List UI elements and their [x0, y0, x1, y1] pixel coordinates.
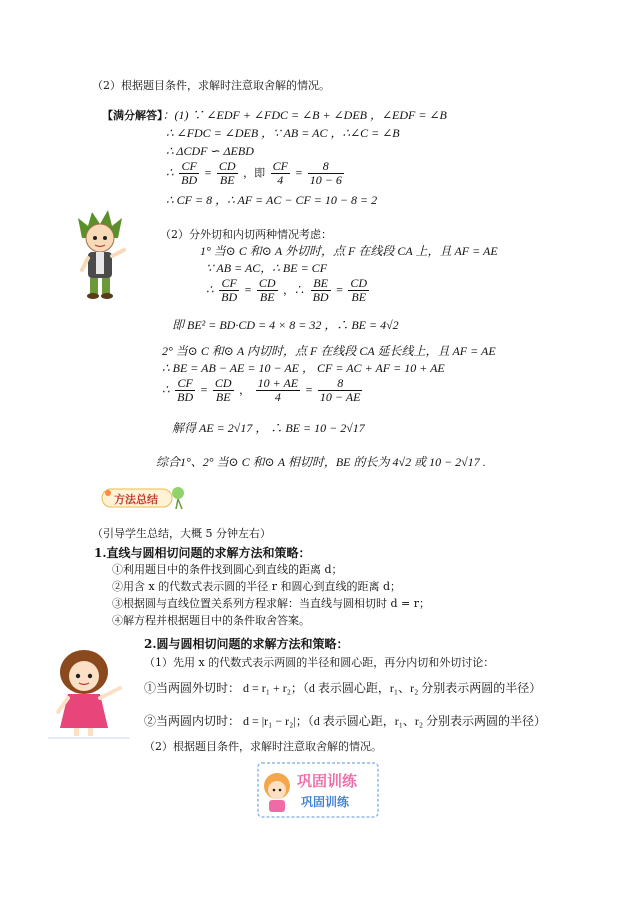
case1-line-1: 1° 当⊙ C 和⊙ A 外切时，点 F 在线段 CA 上，且 AF = AE — [200, 244, 498, 258]
case2-line-2: ∴ BE = AB − AE = 10 − AE ， CF = AC + AF = 10 + AE — [162, 361, 445, 375]
answer-line-3: ∴ ΔCDF ∽ ΔEBD — [166, 144, 254, 158]
fraction: $\frac{CF}{BD}$ — [221, 276, 238, 304]
section1-item: ①利用题目中的条件找到圆心到直线的距离 d； — [112, 563, 343, 576]
section2-item-1: （1）先用 x 的代数式表示两圆的半径和圆心距，再分内切和外切讨论： — [144, 656, 495, 669]
case2-line-4: 解得 AE = 2√17 ， ∴ BE = 10 − 2√17 — [172, 421, 365, 435]
fraction: $\frac{8}{10 - 6}$ — [309, 159, 342, 187]
fraction: $\frac{BE}{BD}$ — [312, 276, 329, 304]
method-badge-label: 方法总结 — [114, 493, 158, 506]
fraction: $\frac{CD}{BE}$ — [218, 159, 236, 187]
practice-badge-bottom: 巩固训练 — [301, 795, 350, 809]
section1-item: ④解方程并根据题目中的条件取舍答案。 — [112, 614, 310, 627]
answer-line-1: ：(1) ∵ ∠EDF + ∠FDC = ∠B + ∠DEB ，∠EDF = ∠B — [162, 108, 447, 122]
section2-item-4: （2）根据题目条件，求解时注意取舍解的情况。 — [144, 740, 382, 753]
case1-fraction-line: ∴ $\frac{CF}{BD}$ = $\frac{CD}{BE}$ ，∴ $\frac{BE}{BD}$ = $\frac{CD}{BE}$ — [206, 276, 368, 304]
method-note: （引导学生总结，大概 5 分钟左右） — [92, 527, 271, 540]
answer-label: 【满分解答】 — [102, 109, 163, 122]
fraction: $\frac{8}{10 - AE}$ — [319, 376, 361, 404]
answer-line-5: ∴ CF = 8 ，∴ AF = AC − CF = 10 − 8 = 2 — [166, 193, 378, 207]
practice-badge-top: 巩固训练 — [297, 772, 358, 790]
fraction: $\frac{CD}{BE}$ — [214, 376, 232, 404]
fraction: $\frac{CF}{BD}$ — [177, 376, 194, 404]
girl-illustration — [48, 642, 130, 740]
answer-line-2: ∴ ∠FDC = ∠DEB ，∵ AB = AC ，∴∠C = ∠B — [166, 126, 400, 140]
fraction: $\frac{CF}{BD}$ — [181, 159, 198, 187]
section1-title: 1.直线与圆相切问题的求解方法和策略： — [94, 546, 311, 560]
fraction: $\frac{CD}{BE}$ — [350, 276, 368, 304]
part2-intro: （2）分外切和内切两种情况考虑： — [160, 228, 332, 241]
fraction: $\frac{10 + AE}{4}$ — [257, 376, 299, 404]
case2-fraction-line: ∴ $\frac{CF}{BD}$ = $\frac{CD}{BE}$ ， $\frac{10 + AE}{4}$ = $\frac{8}{10 - AE}$ — [162, 376, 361, 404]
section2-title: 2.圆与圆相切问题的求解方法和策略： — [144, 637, 349, 651]
summary-line: 综合1°、2° 当⊙ C 和⊙ A 相切时，BE 的长为 4√2 或 10 − 2√17 . — [156, 455, 486, 469]
case2-line-1: 2° 当⊙ C 和⊙ A 内切时，点 F 在线段 CA 延长线上，且 AF = AE — [162, 344, 496, 358]
case1-line-4: 即 BE² = BD·CD = 4 × 8 = 32 ，∴ BE = 4√2 — [172, 318, 399, 332]
case1-line-2: ∵ AB = AC，∴ BE = CF — [206, 261, 328, 275]
answer-fraction-line-1: ∴ $\frac{CF}{BD}$ = $\frac{CD}{BE}$ ，即 $\frac{CF}{4}$ = $\frac{8}{10 - 6}$ — [166, 159, 342, 187]
answer-block-1 — [102, 108, 447, 123]
boy-illustration — [70, 208, 130, 300]
method-badge — [100, 483, 188, 511]
fraction: $\frac{CD}{BE}$ — [258, 276, 276, 304]
section2-item-2: ①当两圆外切时： d = r₁ + r₂；（d 表示圆心距，r₁、r₂ 分别表示两圆的半径） — [144, 681, 542, 695]
section1-item: ③根据圆与直线位置关系列方程求解：当直线与圆相切时 d = r； — [112, 597, 431, 610]
top-note: （2）根据题目条件，求解时注意取舍解的情况。 — [92, 79, 330, 92]
section1-item: ②用含 x 的代数式表示圆的半径 r 和圆心到直线的距离 d； — [112, 580, 401, 593]
fraction: $\frac{CF}{4}$ — [272, 159, 288, 187]
practice-badge — [257, 762, 379, 818]
section2-item-3: ②当两圆内切时： d = |r₁ − r₂|；（d 表示圆心距，r₁、r₂ 分别表示两圆的半径） — [144, 714, 547, 728]
